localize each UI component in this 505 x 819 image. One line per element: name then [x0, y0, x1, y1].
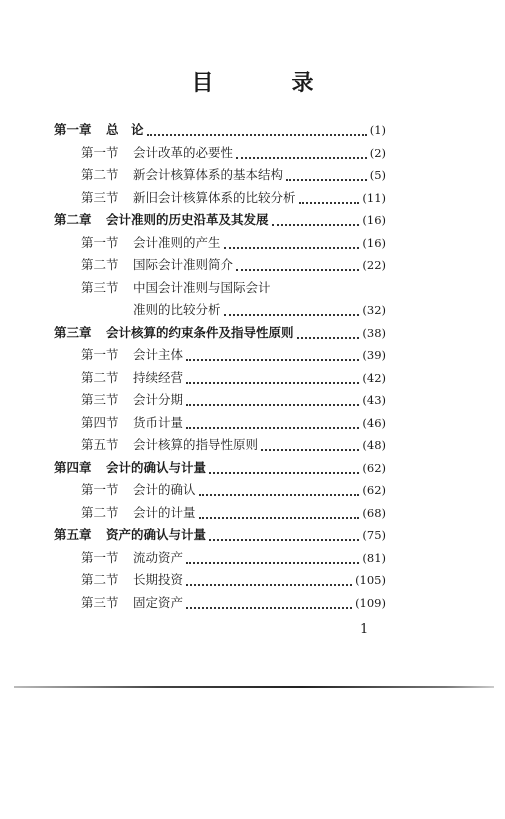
toc-section-row	[54, 389, 386, 412]
toc-page-number: (11)	[362, 190, 386, 205]
toc-section-row	[54, 232, 386, 255]
dot-leader	[299, 192, 360, 204]
toc-section-row	[54, 254, 386, 277]
toc-entry-title: 国际会计准则简介	[133, 257, 234, 272]
toc-entry-title: 流动资产	[133, 549, 184, 565]
bottom-rule	[14, 686, 494, 688]
dot-leader	[297, 327, 360, 339]
toc-section-row	[54, 299, 386, 322]
toc-entry-number: 第三节	[81, 189, 119, 205]
table-of-contents	[54, 119, 386, 614]
toc-section-row	[54, 592, 386, 615]
toc-page-number: (32)	[362, 303, 386, 317]
dot-leader	[186, 597, 352, 609]
toc-entry-title: 会计核算的约束条件及指导性原则	[106, 324, 294, 340]
dot-leader	[261, 439, 359, 451]
toc-page-number: (109)	[355, 595, 386, 610]
toc-entry-number: 第二章	[54, 212, 92, 227]
dot-leader	[199, 484, 360, 496]
toc-page-number: (62)	[362, 483, 386, 497]
toc-entry-title: 准则的比较分析	[133, 302, 221, 317]
toc-page-number: (81)	[362, 550, 386, 565]
toc-section-row	[54, 164, 386, 187]
dot-leader	[147, 124, 367, 136]
dot-leader	[186, 552, 359, 564]
toc-entry-title: 固定资产	[133, 594, 184, 610]
toc-entry-number: 第一节	[81, 144, 119, 160]
toc-chapter-row	[54, 457, 386, 480]
toc-entry-number: 第一节	[81, 234, 119, 250]
toc-entry-title: 货币计量	[133, 414, 184, 430]
toc-entry-number: 第一节	[81, 347, 119, 362]
toc-entry-number: 第二节	[81, 257, 119, 272]
toc-page-number: (16)	[362, 213, 386, 227]
toc-entry-number: 第一章	[54, 122, 92, 137]
toc-section-row	[54, 502, 386, 525]
toc-page-number: (105)	[355, 573, 386, 587]
toc-entry-number: 第二节	[81, 572, 119, 587]
page-title: 目 录	[191, 71, 342, 96]
toc-entry-number: 第二节	[81, 504, 119, 520]
toc-entry-title: 中国会计准则与国际会计	[133, 279, 271, 295]
toc-section-row	[54, 142, 386, 165]
dot-leader	[286, 169, 367, 181]
toc-entry-title: 会计准则的历史沿革及其发展	[106, 212, 269, 227]
toc-entry-title: 会计改革的必要性	[133, 144, 234, 160]
toc-section-row	[54, 412, 386, 435]
toc-section-row	[54, 187, 386, 210]
toc-section-row	[54, 344, 386, 367]
toc-section-row	[54, 547, 386, 570]
dot-leader	[186, 417, 359, 429]
toc-chapter-row	[54, 322, 386, 345]
toc-entry-number: 第三节	[81, 279, 119, 295]
toc-chapter-row	[54, 524, 386, 547]
toc-entry-number: 第一节	[81, 482, 119, 497]
toc-chapter-row	[54, 209, 386, 232]
toc-page-number: (48)	[362, 438, 386, 452]
dot-leader	[236, 259, 359, 271]
toc-entry-title: 新旧会计核算体系的比较分析	[133, 189, 296, 205]
dot-leader	[186, 574, 352, 586]
dot-leader	[224, 304, 360, 316]
toc-entry-number: 第三节	[81, 594, 119, 610]
toc-entry-number: 第三章	[54, 324, 92, 340]
toc-entry-title: 持续经营	[133, 369, 184, 385]
toc-entry-number: 第五节	[81, 437, 119, 452]
toc-section-row	[54, 569, 386, 592]
toc-entry-title: 会计主体	[133, 347, 184, 362]
toc-page-number: (38)	[362, 325, 386, 340]
toc-entry-title: 会计核算的指导性原则	[133, 437, 259, 452]
toc-page-number: (46)	[362, 415, 386, 430]
toc-page-number: (22)	[362, 258, 386, 272]
toc-entry-number: 第三节	[81, 392, 119, 407]
toc-entry-title: 会计的确认	[133, 482, 196, 497]
toc-page-number: (75)	[362, 528, 386, 542]
toc-entry-number: 第一节	[81, 549, 119, 565]
toc-page-number: (42)	[362, 370, 386, 385]
toc-section-row	[54, 434, 386, 457]
toc-section-row	[54, 479, 386, 502]
dot-leader	[236, 147, 367, 159]
toc-page-number: (1)	[369, 123, 386, 137]
toc-entry-number: 第四节	[81, 414, 119, 430]
toc-entry-title: 会计的计量	[133, 504, 196, 520]
toc-page-number: (5)	[369, 168, 386, 182]
toc-entry-number: 第五章	[54, 527, 92, 542]
dot-leader	[186, 349, 359, 361]
toc-chapter-row	[54, 119, 386, 142]
toc-page-number: (39)	[362, 348, 386, 362]
toc-entry-number: 第二节	[81, 369, 119, 385]
toc-section-row	[54, 367, 386, 390]
toc-entry-number: 第四章	[54, 459, 92, 475]
toc-page-number: (62)	[362, 460, 386, 475]
dot-leader	[224, 237, 360, 249]
dot-leader	[186, 394, 359, 406]
dot-leader	[186, 372, 359, 384]
toc-page-number: (43)	[362, 393, 386, 407]
toc-entry-title: 新会计核算体系的基本结构	[133, 167, 284, 182]
toc-entry-number: 第二节	[81, 167, 119, 182]
toc-section-row	[54, 277, 386, 300]
dot-leader	[209, 462, 359, 474]
dot-leader	[199, 507, 360, 519]
toc-entry-title: 总 论	[106, 122, 144, 137]
toc-page-number: (16)	[362, 235, 386, 250]
toc-entry-title: 会计的确认与计量	[106, 459, 207, 475]
toc-page-number: (68)	[362, 505, 386, 520]
toc-page-number: (2)	[369, 145, 386, 160]
toc-entry-title: 资产的确认与计量	[106, 527, 207, 542]
dot-leader	[272, 214, 360, 226]
page-number: 1	[360, 622, 369, 637]
dot-leader	[209, 529, 359, 541]
toc-entry-title: 会计分期	[133, 392, 184, 407]
toc-entry-title: 会计准则的产生	[133, 234, 221, 250]
toc-entry-title: 长期投资	[133, 572, 184, 587]
